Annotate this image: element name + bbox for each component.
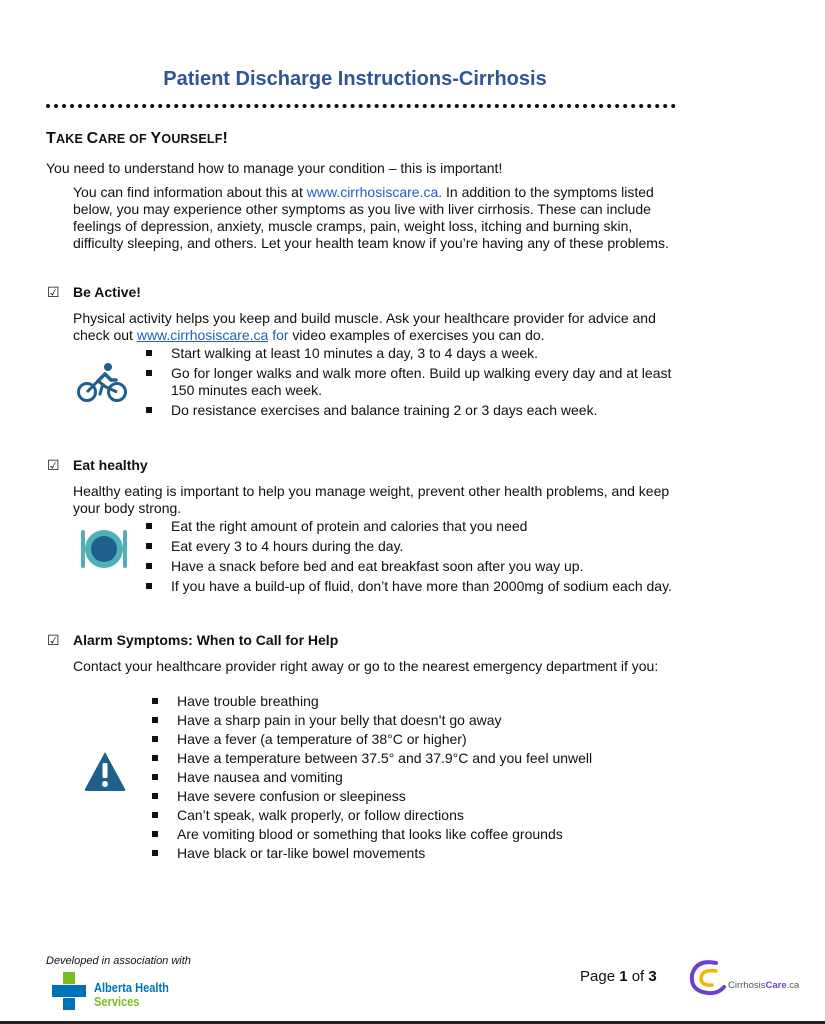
list-item: Have severe confusion or sleepiness <box>151 788 681 805</box>
developed-note: Developed in association with <box>46 955 191 967</box>
dotted-divider <box>46 104 676 108</box>
list-item: Have a fever (a temperature of 38°C or higher) <box>151 731 681 748</box>
list-item: Are vomiting blood or something that looks like coffee grounds <box>151 826 681 843</box>
list-item: Can’t speak, walk properly, or follow directions <box>151 807 681 824</box>
cirrhosiscare-swirl-icon <box>686 955 730 999</box>
section-heading: TAKE CARE OF YOURSELF! <box>46 130 229 147</box>
be-active-heading: Be Active! <box>73 284 141 300</box>
ahs-name-line2: Services <box>94 994 140 1009</box>
plate-icon <box>80 526 128 572</box>
list-item: Have black or tar-like bowel movements <box>151 845 681 862</box>
alarm-paragraph: Contact your healthcare provider right away or go to the nearest emergency department if you: <box>73 658 659 674</box>
ahs-name-line1: Alberta Health <box>94 980 169 995</box>
list-item: Have nausea and vomiting <box>151 769 681 786</box>
alarm-heading: Alarm Symptoms: When to Call for Help <box>73 632 339 648</box>
list-item: Start walking at least 10 minutes a day, 3 to 4 days a week. <box>145 345 675 362</box>
info-link[interactable]: www.cirrhosiscare.ca. <box>306 184 443 200</box>
eat-healthy-list <box>145 518 675 598</box>
page-number: Page 1 of 3 <box>580 968 657 985</box>
list-item: Go for longer walks and walk more often. Build up walking every day and at least 150 minutes each week. <box>145 365 675 399</box>
info-paragraph: You can find information about this at www.cirrhosiscare.ca. In addition to the symptoms listed below, you may experience other symptoms as you live with liver cirrhosis. These can include feelings of depression, anxiety, muscle cramps, pain, weight loss, itching and burning skin, difficulty sleeping, and others. Let your health team know if you’re having any of these problems. <box>73 184 669 251</box>
cirrhosiscare-wordmark: CirrhosisCare.ca <box>728 980 800 991</box>
eat-healthy-heading: Eat healthy <box>73 457 148 473</box>
alarm-list <box>151 693 681 864</box>
be-active-paragraph: Physical activity helps you keep and build muscle. Ask your healthcare provider for advice and check out www.cirrhosiscare.ca for video examples of exercises you can do. <box>73 310 656 343</box>
page-title: Patient Discharge Instructions-Cirrhosis <box>163 68 547 90</box>
eat-healthy-checkbox: ☑ <box>47 457 60 473</box>
bicycle-icon <box>76 360 128 404</box>
be-active-checkbox: ☑ <box>47 284 60 300</box>
ahs-logo <box>52 970 192 1014</box>
warning-icon <box>83 750 127 792</box>
eat-healthy-paragraph: Healthy eating is important to help you manage weight, prevent other health problems, and keep your body strong. <box>73 483 670 516</box>
list-item: Have a temperature between 37.5° and 37.9°C and you feel unwell <box>151 750 681 767</box>
intro-text: You need to understand how to manage your condition – this is important! <box>46 160 503 176</box>
list-item: Have a snack before bed and eat breakfast soon after you way up. <box>145 558 675 575</box>
alarm-checkbox: ☑ <box>47 632 60 648</box>
list-item: Do resistance exercises and balance training 2 or 3 days each week. <box>145 402 675 419</box>
cirrhosiscare-logo <box>686 955 810 1001</box>
be-active-link[interactable]: www.cirrhosiscare.ca <box>136 327 269 343</box>
be-active-list <box>145 345 675 422</box>
list-item: If you have a build-up of fluid, don’t have more than 2000mg of sodium each day. <box>145 578 675 595</box>
list-item: Eat every 3 to 4 hours during the day. <box>145 538 675 555</box>
list-item: Have trouble breathing <box>151 693 681 710</box>
list-item: Eat the right amount of protein and calories that you need <box>145 518 675 535</box>
ahs-cross-icon <box>52 972 86 1012</box>
list-item: Have a sharp pain in your belly that doesn’t go away <box>151 712 681 729</box>
